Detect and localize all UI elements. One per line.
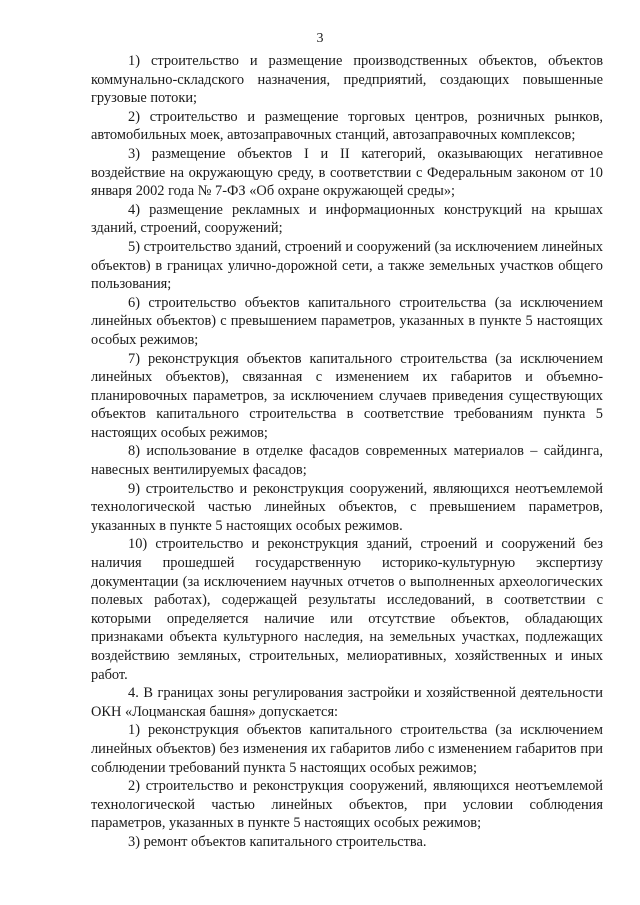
section-4-heading: 4. В границах зоны регулирования застройки и хозяйственной деятельности ОКН «Лоцманская башня» допускается: <box>91 685 603 720</box>
prohibition-item-9: 9) строительство и реконструкция сооружений, являющихся неотъемлемой технологической частью линейных объектов, с превышением параметров, указанных в пункте 5 настоящих особых режимов. <box>91 480 603 534</box>
document-body <box>91 52 603 852</box>
prohibition-item-5: 5) строительство зданий, строений и сооружений (за исключением линейных объектов) в границах улично-дорожной сети, а также земельных участков общего пользования; <box>91 238 603 293</box>
prohibition-item-2: 2) строительство и размещение торговых центров, розничных рынков, автомобильных моек, автозаправочных станций, автозаправочных комплексов; <box>91 108 603 144</box>
permission-item-1: 1) реконструкция объектов капитального строительства (за исключением линейных объектов) без изменения их габаритов либо с изменением габаритов при соблюдении требований пункта 5 настоящих особых режимов; <box>91 722 603 776</box>
permission-item-3: 3) ремонт объектов капитального строительства. <box>128 833 427 850</box>
prohibition-item-1: 1) строительство и размещение производственных объектов, объектов коммунально-складского назначения, предприятий, создающих повышенные грузовые потоки; <box>91 53 603 107</box>
prohibition-item-4: 4) размещение рекламных и информационных конструкций на крышах зданий, строений, сооружений; <box>91 201 603 237</box>
prohibition-item-8: 8) использование в отделке фасадов современных материалов – сайдинга, навесных вентилируемых фасадов; <box>91 443 603 479</box>
prohibition-item-3: 3) размещение объектов I и II категорий, оказывающих негативное воздействие на окружающую среду, в соответствии с Федеральным законом от 10 января 2002 года № 7-ФЗ «Об охране окружающей среды»; <box>91 145 603 200</box>
prohibition-item-10: 10) строительство и реконструкция зданий, строений и сооружений без наличия прошедшей государственную историко-культурную экспертизу документации (за исключением научных отчетов о выполненных археологических полевых работах), содержащей результаты исследований, в соответствии с которыми определяется наличие или отсутствие объектов, обладающих признаками объекта культурного наследия, на земельных участках, подлежащих воздействию земляных, строительных, мелиоративных, хозяйственных и иных работ. <box>91 536 603 683</box>
prohibition-item-6: 6) строительство объектов капитального строительства (за исключением линейных объектов) с превышением параметров, указанных в пункте 5 настоящих особых режимов; <box>91 294 603 348</box>
page-number: 3 <box>316 31 324 46</box>
permission-item-2: 2) строительство и реконструкция сооружений, являющихся неотъемлемой технологической частью линейных объектов, при условии соблюдения параметров, указанных в пункте 5 настоящих особых режимов; <box>91 778 603 832</box>
prohibition-item-7: 7) реконструкция объектов капитального строительства (за исключением линейных объектов), связанная с изменением их габаритов и объемно-планировочных параметров, за исключением случаев приведения существующих объектов капитального строительства в соответствие требованиям пункта 5 настоящих особых режимов; <box>91 350 603 441</box>
